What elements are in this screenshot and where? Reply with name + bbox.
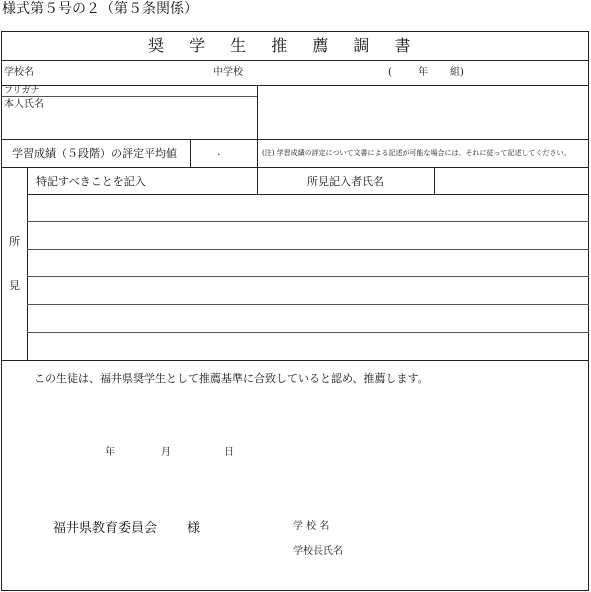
class-open-paren: ( [388,67,392,78]
class-label: 組) [450,67,464,78]
addressee-honorific: 様 [187,521,201,536]
class-field[interactable] [430,62,446,84]
date-field[interactable] [60,444,240,462]
writer-name-field[interactable] [436,169,588,193]
furigana-divider [1,96,257,97]
date-month-label: 月 [161,447,171,458]
student-name-field[interactable] [60,98,256,138]
divider [434,167,435,194]
addressee: 福井県教育委員会 [53,521,158,536]
principal-name-field[interactable] [350,541,575,561]
divider [190,139,191,167]
observation-side-label: 見 [9,279,20,292]
principal-name-label: 学校長氏名 [293,546,343,557]
grade-note: (注) 学習成績の評定について文書による記述が可能な場合には、それに従って記述してください。 [262,149,571,157]
form-title: 奨 学 生 推 薦 調 書 [148,36,421,55]
year-field[interactable] [396,62,414,84]
date-day-label: 日 [224,447,234,458]
grade-average-label: 学習成績（５段階）の評定平均値 [12,147,177,160]
year-label: 年 [418,67,428,78]
signature-school-field[interactable] [345,516,575,536]
furigana-label: フリガナ [4,86,40,96]
furigana-field[interactable] [60,86,256,96]
divider [257,167,258,194]
observation-side-label: 所 [9,235,20,248]
form-number: 様式第５号の２（第５条関係） [2,1,198,17]
recommendation-statement: この生徒は、福井県奨学生として推薦基準に合致していると認め、推薦します。 [34,372,429,385]
observation-line [27,194,589,195]
date-year-label: 年 [105,447,115,458]
divider [257,85,258,139]
divider [1,60,589,61]
school-name-field[interactable] [44,62,209,84]
divider [1,360,589,361]
name-side-box[interactable] [259,86,588,138]
observation-text-area[interactable] [29,196,587,358]
divider [1,167,589,168]
divider [1,139,589,140]
school-signature-label: 学 校 名 [293,521,330,532]
student-name-label: 本人氏名 [4,99,44,110]
decimal-point: . [217,145,221,158]
divider [257,139,258,167]
grade-average-field[interactable] [192,141,254,165]
observation-instruction: 特記すべきことを記入 [36,175,146,188]
writer-name-label: 所見記入者氏名 [307,175,384,188]
school-name-label: 学校名 [4,67,34,78]
school-type-label: 中学校 [213,67,243,78]
